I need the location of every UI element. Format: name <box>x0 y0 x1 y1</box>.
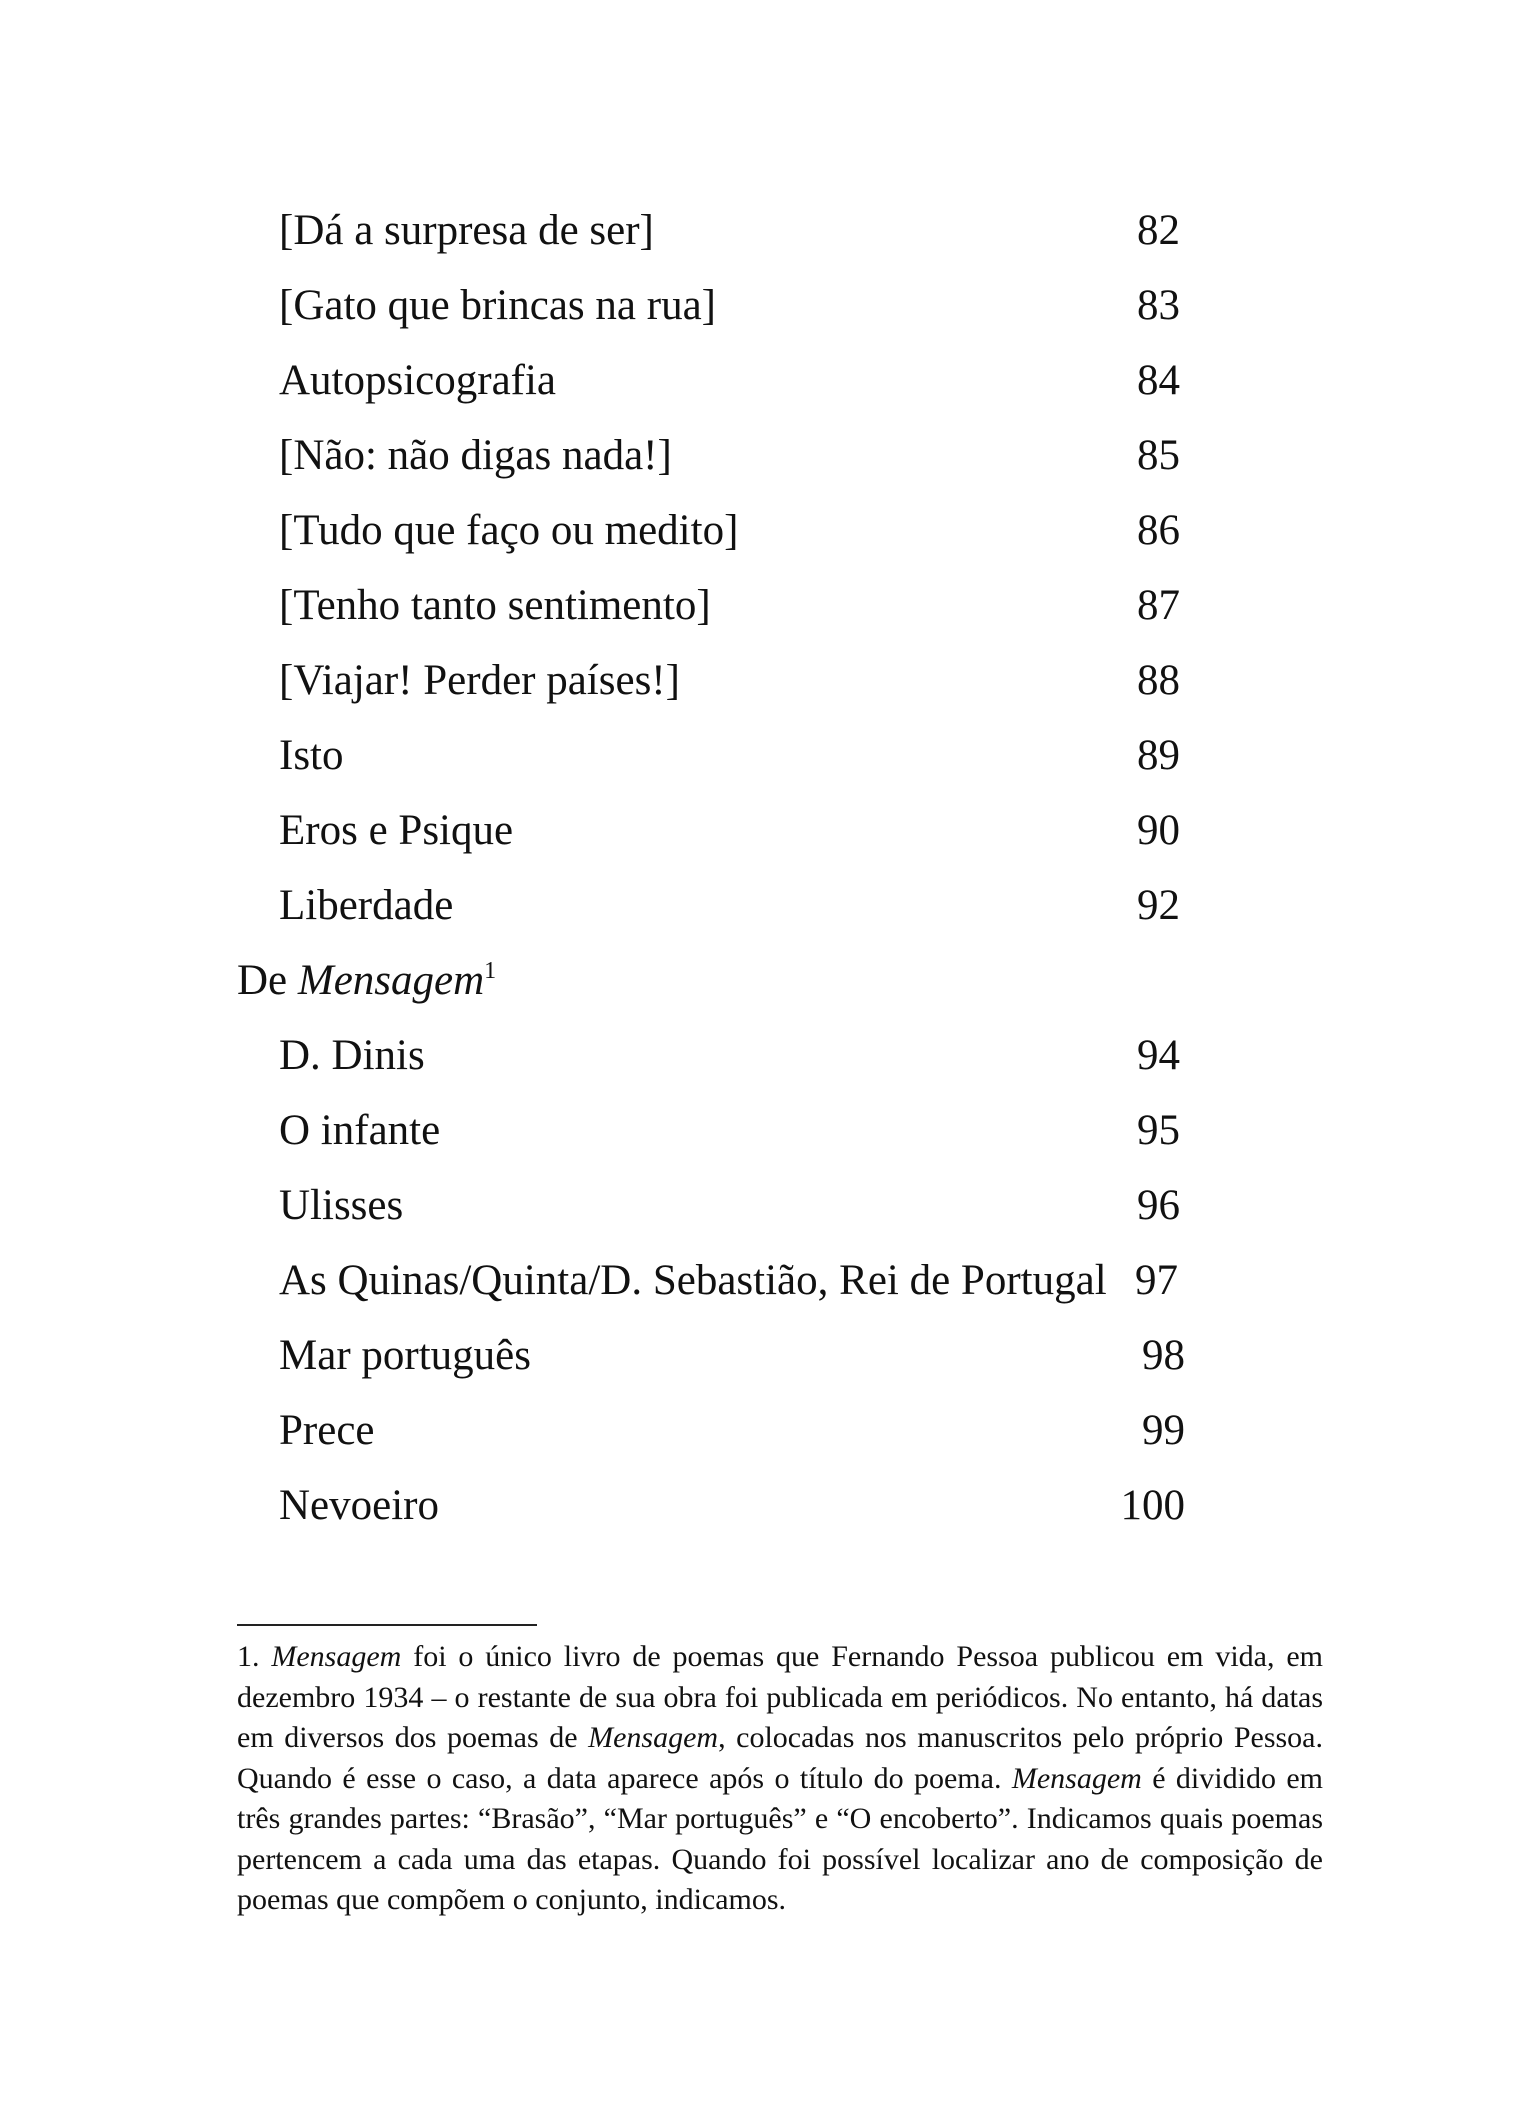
footnote-book-title: Mensagem <box>588 1721 719 1754</box>
toc-section-heading <box>237 943 496 1018</box>
toc-entry-title: [Tenho tanto sentimento] <box>279 582 711 629</box>
toc-entry-title: [Gato que brincas na rua] <box>279 282 716 329</box>
toc-entry <box>0 1318 1535 1393</box>
footnote-divider <box>237 1624 537 1626</box>
footnote <box>237 1637 1323 1921</box>
footnote-text <box>237 1637 1323 1921</box>
toc-entry-page: 86 <box>1137 507 1180 554</box>
toc-entry-title: O infante <box>279 1107 441 1154</box>
toc-entry-page: 92 <box>1137 882 1180 929</box>
toc-entry-title: Liberdade <box>279 882 454 929</box>
toc-entry <box>0 493 1535 568</box>
footnote-text-part: , colocadas nos manuscritos pelo próprio Pessoa. Quando é esse o caso, a data aparece após o título do poema. <box>237 1721 1323 1795</box>
toc-entry-page: 83 <box>1137 282 1180 329</box>
toc-entry <box>0 568 1535 643</box>
toc-entry <box>0 1093 1535 1168</box>
toc-entry <box>0 1393 1535 1468</box>
toc-entry <box>0 643 1535 718</box>
toc-entry-title: [Viajar! Perder países!] <box>279 657 680 704</box>
toc-entry-page: 100 <box>1120 1482 1185 1529</box>
footnote-book-title: Mensagem <box>271 1640 402 1673</box>
toc-entry-title: Nevoeiro <box>279 1482 439 1529</box>
toc-entry-title: [Tudo que faço ou medito] <box>279 507 739 554</box>
toc-entry-title: Ulisses <box>279 1182 404 1229</box>
toc-entry <box>0 1243 1535 1318</box>
toc-entry-title: Isto <box>279 732 344 779</box>
section-prefix: De <box>237 957 288 1004</box>
toc-entry-page: 98 <box>1142 1332 1185 1379</box>
toc-entry-page: 88 <box>1137 657 1180 704</box>
toc-entry <box>0 868 1535 943</box>
toc-entry-page: 97 <box>1135 1257 1178 1304</box>
toc-entry <box>0 793 1535 868</box>
toc-entry-page: 95 <box>1137 1107 1180 1154</box>
toc-entry <box>0 1168 1535 1243</box>
toc-entry-title: [Dá a surpresa de ser] <box>279 207 654 254</box>
toc-entry-title: D. Dinis <box>279 1032 425 1079</box>
toc-entry <box>0 343 1535 418</box>
toc-entry-page: 99 <box>1142 1407 1185 1454</box>
toc-entry-title: Prece <box>279 1407 375 1454</box>
toc-entry-title: Autopsicografia <box>279 357 557 404</box>
toc-entry-title: Mar português <box>279 1332 531 1379</box>
toc-entry <box>0 1018 1535 1093</box>
toc-entry-title: Eros e Psique <box>279 807 514 854</box>
toc-entry-page: 84 <box>1137 357 1180 404</box>
toc-entry-page: 85 <box>1137 432 1180 479</box>
toc-entry <box>0 1468 1535 1543</box>
section-title: Mensagem <box>297 957 485 1004</box>
toc-entry-title: As Quinas/Quinta/D. Sebastião, Rei de Portugal <box>279 1257 1107 1304</box>
footnote-number: 1. <box>237 1640 260 1673</box>
toc-entry-page: 94 <box>1137 1032 1180 1079</box>
footnote-book-title: Mensagem <box>1011 1761 1142 1795</box>
footnote-mark: 1 <box>484 958 497 984</box>
toc-entry <box>0 418 1535 493</box>
toc-entry-page: 90 <box>1137 807 1180 854</box>
toc-entry-page: 96 <box>1137 1182 1180 1229</box>
toc-entry <box>0 718 1535 793</box>
footnote-text-part: é dividido em três grandes partes: “Brasão”, “Mar português” e “O encoberto”. Indicamos quais poemas pertencem a cada uma das etapas. Quando foi possível localizar ano de composição de poemas que compõem o conjunto, indicamos. <box>237 1761 1323 1916</box>
toc-entry-title: [Não: não digas nada!] <box>279 432 672 479</box>
toc-entry <box>0 268 1535 343</box>
footnote-text-part: foi o único livro de poemas que Fernando Pessoa publicou em vida, em dezembro 1934 – o restante de sua obra foi publicada em periódicos. No entanto, há datas em diversos dos poemas de <box>237 1640 1323 1754</box>
toc-entry <box>0 193 1535 268</box>
toc-entry-page: 87 <box>1137 582 1180 629</box>
toc-entry-page: 89 <box>1137 732 1180 779</box>
toc-entry-page: 82 <box>1137 207 1180 254</box>
